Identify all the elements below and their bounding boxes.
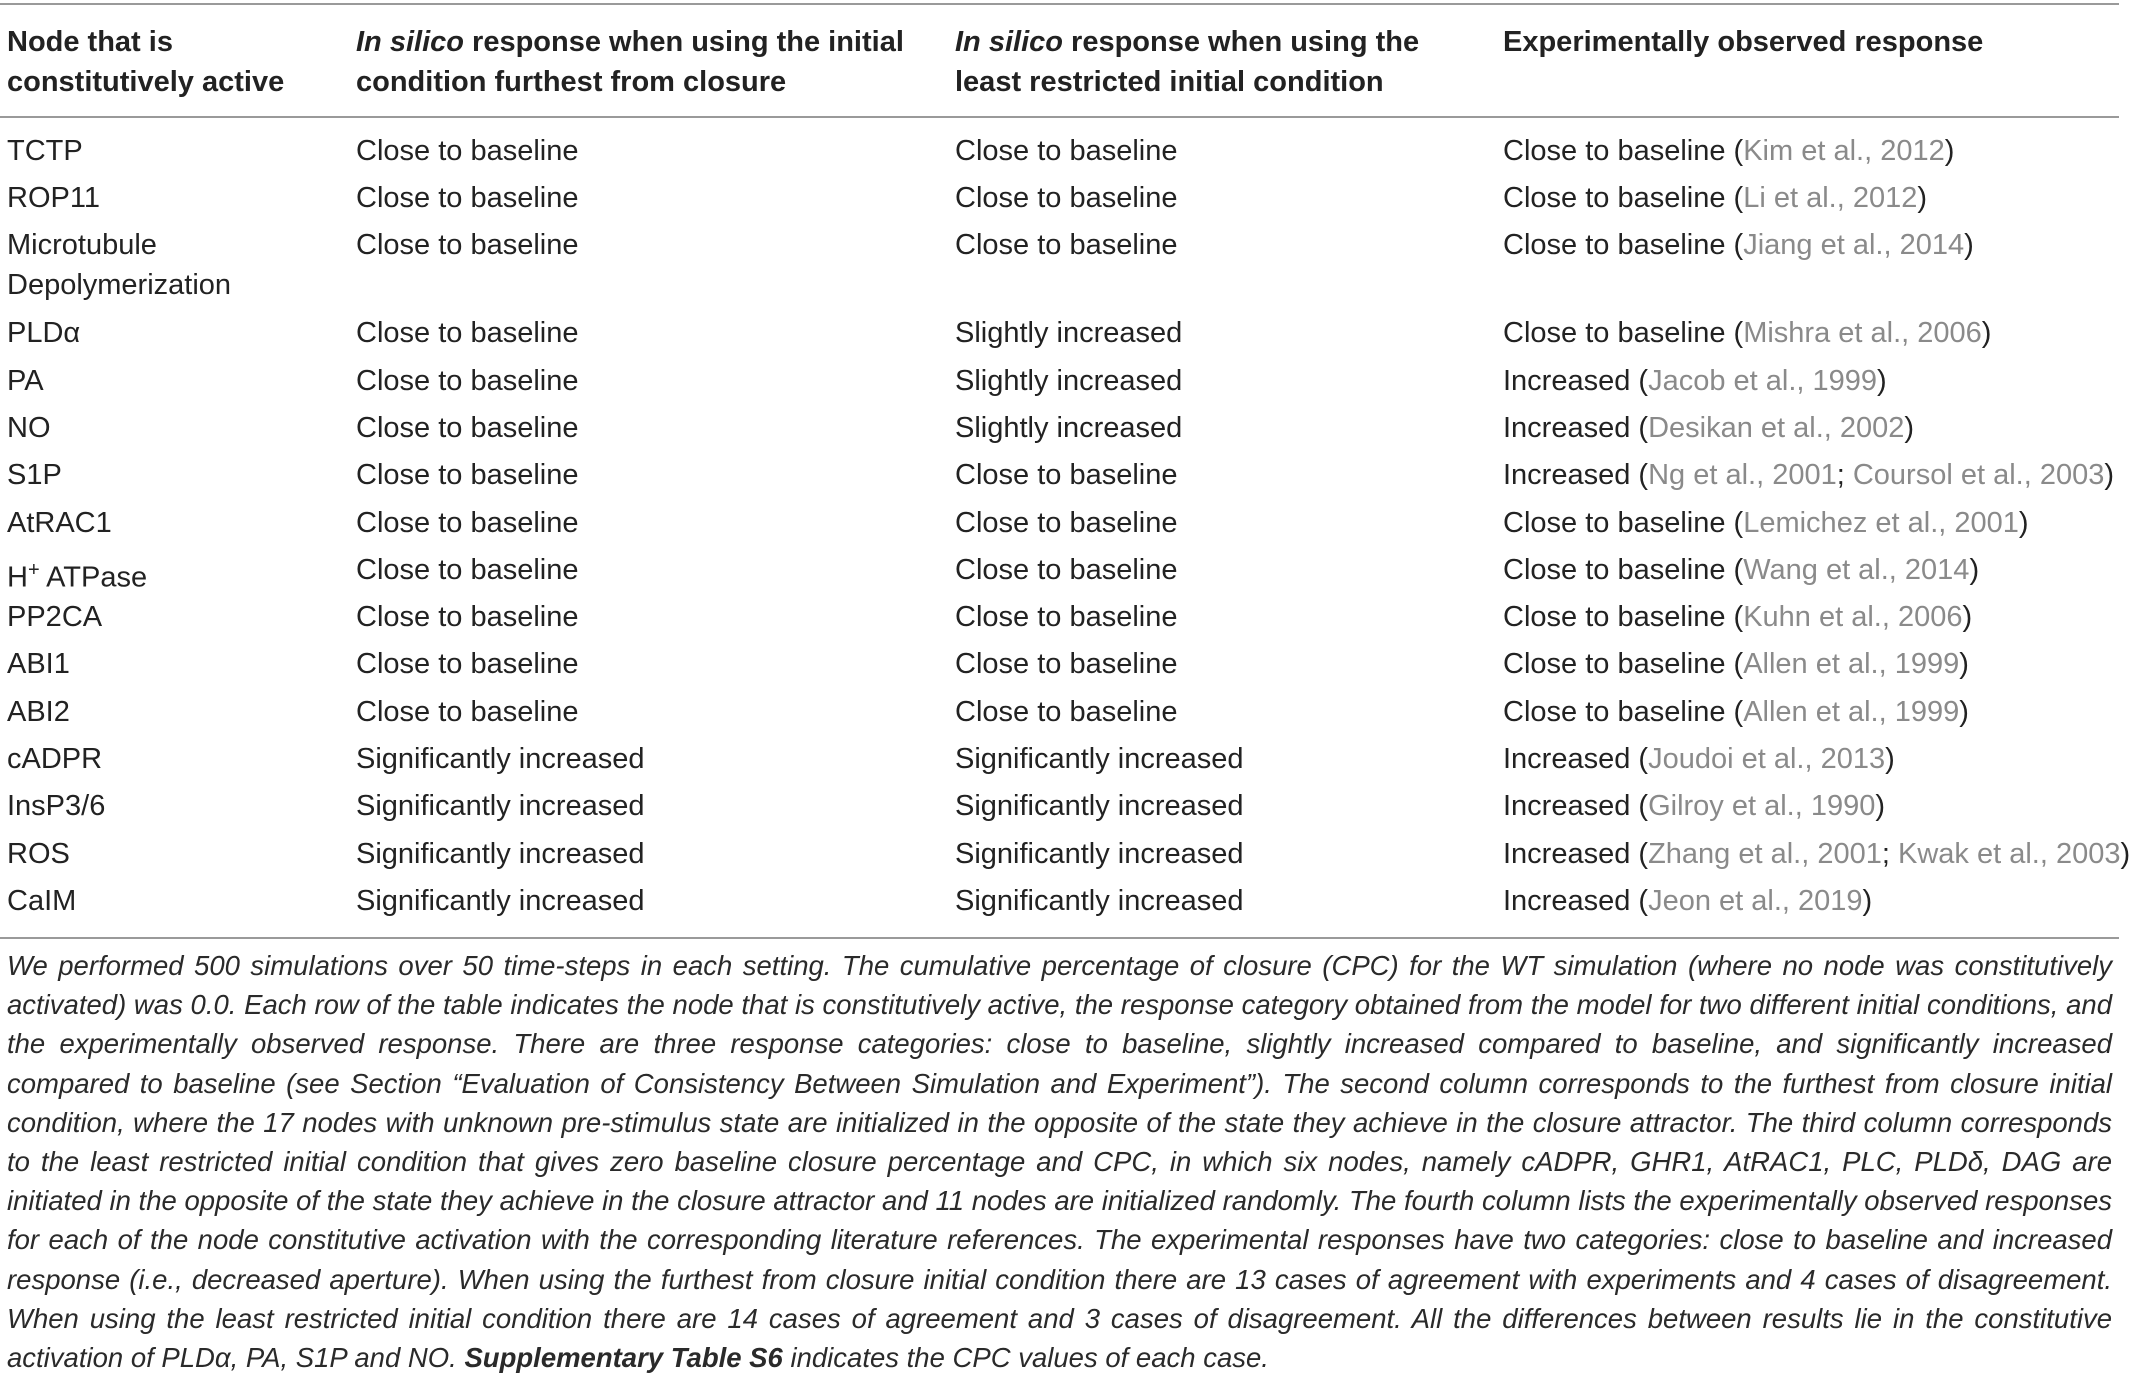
cell-node: ROS: [7, 838, 70, 870]
cell-experimental: Increased (Jacob et al., 1999): [1503, 365, 1887, 397]
table-row: [0, 692, 2119, 739]
cell-furthest: Close to baseline: [356, 365, 579, 397]
cell-experimental: Close to baseline (Li et al., 2012): [1503, 182, 1928, 214]
citation-link[interactable]: Jiang et al., 2014: [1743, 229, 1965, 261]
cell-node: Microtubule Depolymerization: [7, 229, 232, 301]
header-furthest: [356, 22, 916, 102]
cell-furthest: Significantly increased: [356, 838, 645, 870]
experimental-response: Increased: [1503, 365, 1631, 397]
citation-link[interactable]: Coursol et al., 2003: [1852, 459, 2105, 491]
cell-furthest: Close to baseline: [356, 459, 579, 491]
cell-node: NO: [7, 412, 51, 444]
table-row: [0, 178, 2119, 225]
citation-link[interactable]: Gilroy et al., 1990: [1648, 790, 1876, 822]
cell-node: TCTP: [7, 135, 83, 167]
cell-furthest: Close to baseline: [356, 135, 579, 167]
header-node: Node that is constitutively active: [7, 26, 285, 98]
cell-least: Significantly increased: [955, 790, 1244, 822]
cell-furthest: Close to baseline: [356, 696, 579, 728]
cell-experimental: Close to baseline (Kuhn et al., 2006): [1503, 601, 1973, 633]
experimental-response: Increased: [1503, 412, 1631, 444]
superscript-plus: +: [27, 559, 40, 581]
cell-least: Slightly increased: [955, 317, 1183, 349]
cell-furthest: Close to baseline: [356, 601, 579, 633]
header-least-rest: response when using the least restricted initial condition: [955, 26, 1420, 98]
cell-experimental: Increased (Zhang et al., 2001; Kwak et al., 2003): [1503, 838, 2130, 870]
experimental-response: Increased: [1503, 885, 1631, 917]
citation-link[interactable]: Allen et al., 1999: [1743, 648, 1960, 680]
citation-link[interactable]: Zhang et al., 2001: [1648, 838, 1882, 870]
cell-least: Close to baseline: [955, 135, 1178, 167]
cell-furthest: Close to baseline: [356, 507, 579, 539]
cell-node: ABI2: [7, 696, 70, 728]
cell-experimental: Close to baseline (Wang et al., 2014): [1503, 554, 1980, 586]
cell-experimental: Increased (Desikan et al., 2002): [1503, 412, 1915, 444]
table-row: [0, 131, 2119, 178]
cell-node: PLDα: [7, 317, 81, 349]
cell-furthest: Significantly increased: [356, 885, 645, 917]
cell-least: Slightly increased: [955, 412, 1183, 444]
citation-link[interactable]: Mishra et al., 2006: [1743, 317, 1982, 349]
table-row: [0, 503, 2119, 550]
cell-experimental: Increased (Gilroy et al., 1990): [1503, 790, 1886, 822]
header-least: [955, 22, 1485, 102]
cell-experimental: Close to baseline (Mishra et al., 2006): [1503, 317, 1992, 349]
cell-least: Significantly increased: [955, 838, 1244, 870]
table-row: [0, 881, 2119, 928]
cell-least: Significantly increased: [955, 743, 1244, 775]
cell-node: cADPR: [7, 743, 103, 775]
citation-link[interactable]: Jeon et al., 2019: [1648, 885, 1863, 917]
experimental-response: Increased: [1503, 790, 1631, 822]
experimental-response: Close to baseline: [1503, 601, 1726, 633]
cell-experimental: Close to baseline (Lemichez et al., 2001): [1503, 507, 2029, 539]
header-furthest-rest: response when using the initial condition furthest from closure: [356, 26, 904, 98]
cell-node: ABI1: [7, 648, 70, 680]
cell-furthest: Significantly increased: [356, 790, 645, 822]
cell-node: PP2CA: [7, 601, 103, 633]
table-top-rule: [0, 3, 2119, 5]
cell-least: Close to baseline: [955, 459, 1178, 491]
experimental-response: Increased: [1503, 838, 1631, 870]
cell-experimental: Increased (Ng et al., 2001; Coursol et al., 2003): [1503, 459, 2114, 491]
cell-node: InsP3/6: [7, 790, 106, 822]
experimental-response: Close to baseline: [1503, 135, 1726, 167]
table-row: [0, 225, 2119, 301]
cell-least: Close to baseline: [955, 648, 1178, 680]
table-bottom-rule: [0, 937, 2119, 939]
citation-link[interactable]: Joudoi et al., 2013: [1648, 743, 1886, 775]
citation-link[interactable]: Jacob et al., 1999: [1648, 365, 1878, 397]
cell-experimental: Increased (Joudoi et al., 2013): [1503, 743, 1895, 775]
table-row: [0, 834, 2130, 881]
citation-link[interactable]: Desikan et al., 2002: [1648, 412, 1905, 444]
citation-link[interactable]: Li et al., 2012: [1743, 182, 1918, 214]
table-row: [0, 455, 2119, 502]
caption-text: We performed 500 simulations over 50 time-steps in each setting. The cumulative percentage of closure (CPC) for the WT simulation (where no node was constitutively activated) was 0.0. Each row of the table indicates the node that is constitutively active, the response category obtained from the model for two different initial conditions, and the experimentally observed response. There are three response categories: close to baseline, slightly increased compared to baseline, and significantly increased compared to baseline (see Section “Evaluation of Consistency Between Simulation and Experiment”). The second column corresponds to the furthest from closure initial condition, where the 17 nodes with unknown pre-stimulus state are initialized in the opposite of the state they achieve in the closure attractor. The third column corresponds to the least restricted initial condition that gives zero baseline closure percentage and CPC, in which six nodes, namely cADPR, GHR1, AtRAC1, PLC, PLDδ, DAG are initiated in the opposite of the state they achieve in the closure attractor and 11 nodes are initialized randomly. The fourth column lists the experimentally observed responses for each of the node constitutive activation with the corresponding literature references. The experimental responses have two categories: close to baseline and increased response (i.e., decreased aperture). When using the furthest from closure initial condition there are 13 cases of agreement with experiments and 4 cases of disagreement. When using the least restricted initial condition there are 14 cases of agreement and 3 cases of disagreement. All the differences between results lie in the constitutive activation of PLDα, PA, S1P and NO.: [7, 950, 2112, 1374]
cell-furthest: Significantly increased: [356, 743, 645, 775]
citation-link[interactable]: Wang et al., 2014: [1743, 554, 1970, 586]
cell-least: Close to baseline: [955, 554, 1178, 586]
citation-link[interactable]: Kuhn et al., 2006: [1743, 601, 1963, 633]
cell-least: Slightly increased: [955, 365, 1183, 397]
cell-node: S1P: [7, 459, 62, 491]
citation-link[interactable]: Kim et al., 2012: [1743, 135, 1945, 167]
table-row: [0, 361, 2119, 408]
table-header-rule: [0, 116, 2119, 118]
table-row: [0, 644, 2119, 691]
cell-least: Close to baseline: [955, 601, 1178, 633]
experimental-response: Close to baseline: [1503, 696, 1726, 728]
experimental-response: Increased: [1503, 743, 1631, 775]
cell-furthest: Close to baseline: [356, 412, 579, 444]
caption-text-end: indicates the CPC values of each case.: [782, 1342, 1269, 1374]
experimental-response: Close to baseline: [1503, 507, 1726, 539]
cell-experimental: Close to baseline (Kim et al., 2012): [1503, 135, 1955, 167]
cell-furthest: Close to baseline: [356, 317, 579, 349]
cell-node: ROP11: [7, 182, 100, 214]
cell-least: Close to baseline: [955, 229, 1178, 261]
header-furthest-em: In silico: [356, 26, 464, 58]
table-row: [0, 550, 2119, 597]
table-row: [0, 739, 2119, 786]
experimental-response: Close to baseline: [1503, 554, 1726, 586]
header-least-em: In silico: [955, 26, 1063, 58]
experimental-response: Close to baseline: [1503, 229, 1726, 261]
table-row: [0, 597, 2119, 644]
table-row: [0, 313, 2119, 360]
experimental-response: Close to baseline: [1503, 317, 1726, 349]
cell-experimental: Close to baseline (Allen et al., 1999): [1503, 696, 1969, 728]
cell-node: CaIM: [7, 885, 77, 917]
cell-furthest: Close to baseline: [356, 648, 579, 680]
cell-experimental: Increased (Jeon et al., 2019): [1503, 885, 1873, 917]
cell-node: PA: [7, 365, 44, 397]
header-experimental: Experimentally observed response: [1503, 26, 1984, 58]
citation-link[interactable]: Lemichez et al., 2001: [1743, 507, 2019, 539]
cell-furthest: Close to baseline: [356, 229, 579, 261]
experimental-response: Close to baseline: [1503, 648, 1726, 680]
cell-least: Close to baseline: [955, 182, 1178, 214]
cell-experimental: Close to baseline (Allen et al., 1999): [1503, 648, 1969, 680]
table-caption: [7, 946, 2112, 1377]
table-row: [0, 786, 2119, 833]
citation-link[interactable]: Allen et al., 1999: [1743, 696, 1960, 728]
experimental-response: Close to baseline: [1503, 182, 1726, 214]
cell-node: AtRAC1: [7, 507, 112, 539]
cell-furthest: Close to baseline: [356, 554, 579, 586]
cell-furthest: Close to baseline: [356, 182, 579, 214]
experimental-response: Increased: [1503, 459, 1631, 491]
cell-least: Significantly increased: [955, 885, 1244, 917]
citation-link[interactable]: Kwak et al., 2003: [1898, 838, 2121, 870]
citation-link[interactable]: Ng et al., 2001: [1648, 459, 1837, 491]
caption-supplementary-ref: Supplementary Table S6: [464, 1342, 783, 1374]
cell-least: Close to baseline: [955, 507, 1178, 539]
cell-least: Close to baseline: [955, 696, 1178, 728]
cell-node: H+ ATPase: [7, 559, 148, 594]
cell-experimental: Close to baseline (Jiang et al., 2014): [1503, 229, 1974, 261]
table-row: [0, 408, 2119, 455]
